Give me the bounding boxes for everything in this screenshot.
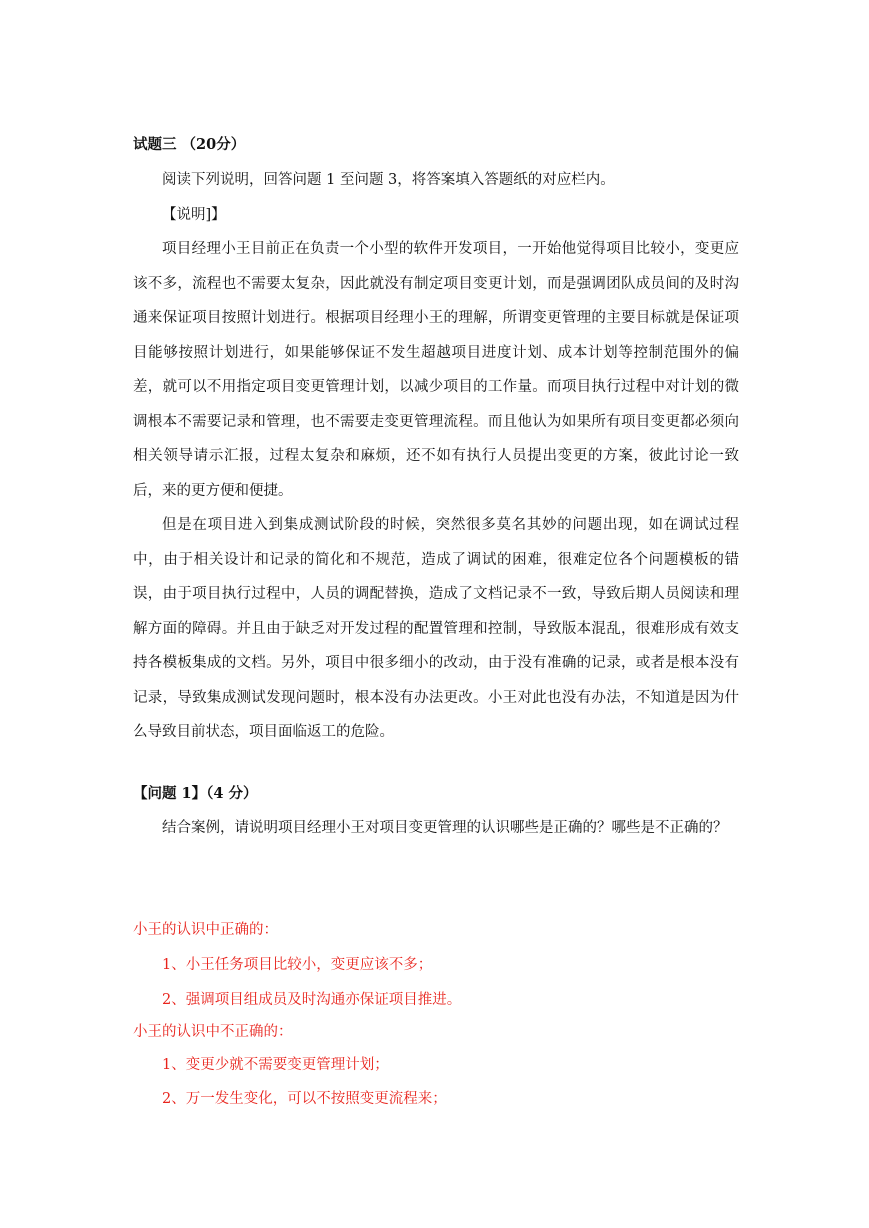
answer-correct-item: 2、强调项目组成员及时沟通亦保证项目推进。 xyxy=(162,992,462,1008)
question-title: 试题三 （20分） xyxy=(133,136,246,153)
answer-incorrect-item: 1、变更少就不需要变更管理计划； xyxy=(162,1057,389,1073)
answer-correct-item: 1、小王任务项目比较小，变更应该不多； xyxy=(162,957,433,973)
answer-correct-heading: 小王的认识中正确的： xyxy=(133,922,278,938)
intro-text: 阅读下列说明，回答问题 1 至问题 3，将答案填入答题纸的对应栏内。 xyxy=(162,172,615,188)
problem-1-title: 【问题 1】（4 分） xyxy=(133,785,258,802)
problem-1-text: 结合案例，请说明项目经理小王对项目变更管理的认识哪些是正确的？哪些是不正确的？ xyxy=(162,820,728,836)
background-paragraph-1: 项目经理小王目前正在负责一个小型的软件开发项目，一开始他觉得项目比较小，变更应该不多，流程也不需要太复杂，因此就没有制定项目变更计划，而是强调团队成员间的及时沟通来保证项目按照计划进行。根据项目经理小王的理解，所谓变更管理的主要目标就是保证项目能够按照计划进行，如果能够保证不发生超越项目进度计划、成本计划等控制范围外的偏差，就可以不用指定项目变更管理计划，以减少项目的工作量。而项目执行过程中对计划的微调根本不需要记录和管理，也不需要走变更管理流程。而且他认为如果所有项目变更都必须向相关领导请示汇报，过程太复杂和麻烦，还不如有执行人员提出变更的方案，彼此讨论一致后，来的更方便和便捷。 xyxy=(133,241,739,499)
answer-incorrect-heading: 小王的认识中不正确的： xyxy=(133,1024,293,1040)
answer-incorrect-item: 2、万一发生变化，可以不按照变更流程来； xyxy=(162,1091,447,1107)
background-paragraph-2: 但是在项目进入到集成测试阶段的时候，突然很多莫名其妙的问题出现，如在调试过程中，由于相关设计和记录的简化和不规范，造成了调试的困难，很难定位各个问题模板的错误，由于项目执行过程中，人员的调配替换，造成了文档记录不一致，导致后期人员阅读和理解方面的障碍。并且由于缺乏对开发过程的配置管理和控制，导致版本混乱，很难形成有效支持各模板集成的文档。另外，项目中很多细小的改动，由于没有准确的记录，或者是根本没有记录，导致集成测试发现问题时，根本没有办法更改。小王对此也没有办法，不知道是因为什么导致目前状态，项目面临返工的危险。 xyxy=(133,517,739,740)
section-label: 【说明]】 xyxy=(162,207,226,223)
